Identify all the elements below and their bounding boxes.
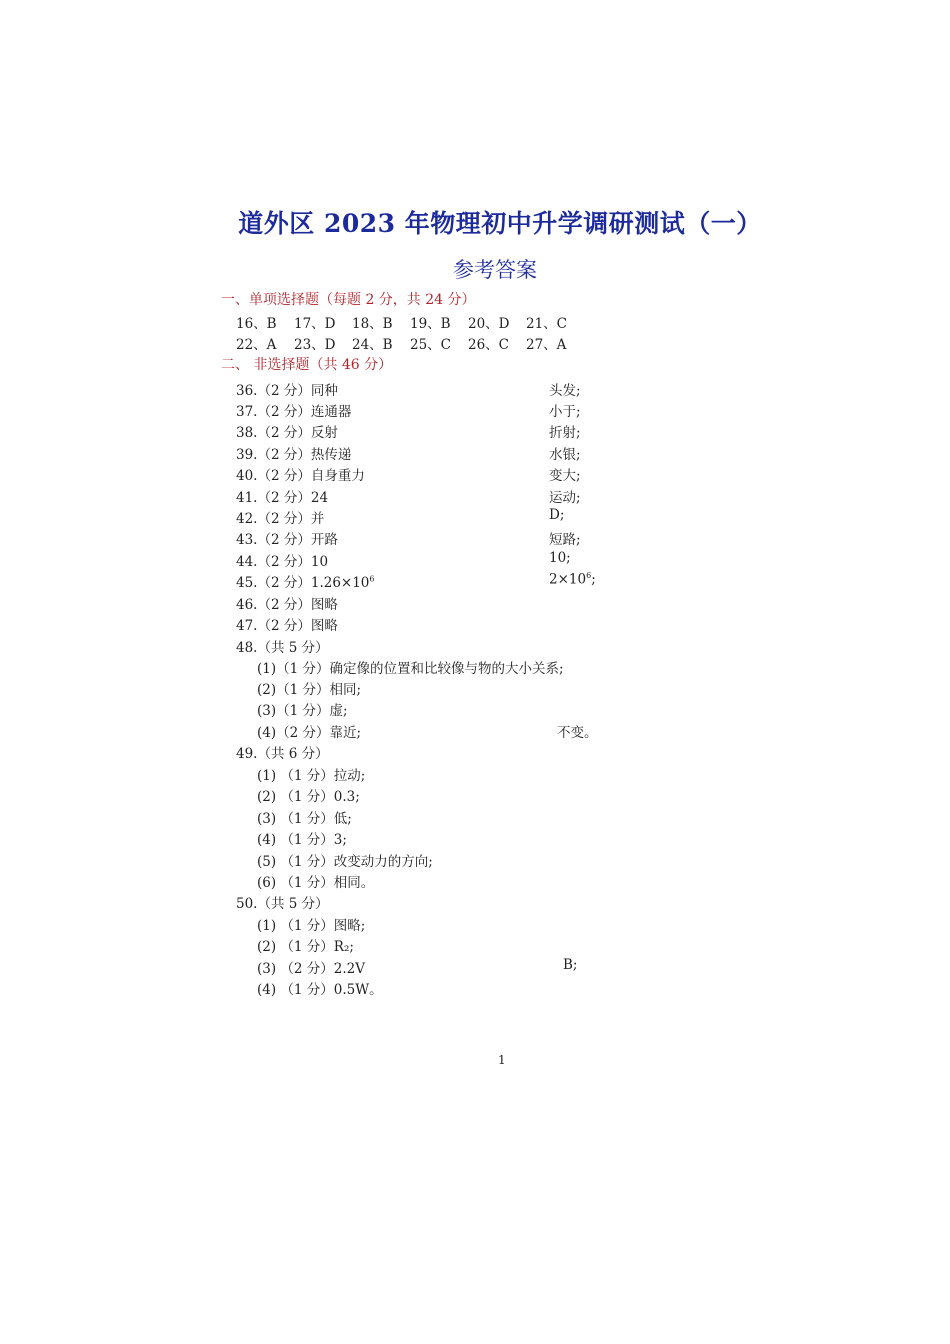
answer-50-2: (2) （1 分）R₂; [257, 939, 354, 955]
answer-40-b: 变大; [549, 468, 581, 484]
answer-43: 43.（2 分）开路 [236, 532, 338, 548]
answer-41: 41.（2 分）24 [236, 490, 329, 506]
page-title: 道外区 2023 年物理初中升学调研测试（一） [238, 209, 762, 238]
answer-48-4: (4)（2 分）靠近; [257, 725, 362, 741]
mc-row-1 [236, 312, 584, 332]
answer-45 [236, 571, 375, 591]
answer-37: 37.（2 分）连通器 [236, 404, 352, 420]
answer-39: 39.（2 分）热传递 [236, 447, 352, 463]
answer-38: 38.（2 分）反射 [236, 425, 338, 441]
mc-answer: 21、C [526, 316, 568, 332]
mc-answer: 22、A [236, 337, 277, 353]
answer-44: 44.（2 分）10 [236, 554, 329, 570]
mc-answer: 26、C [468, 337, 510, 353]
answer-50-3-b: B; [563, 957, 578, 973]
answer-49-3: (3) （1 分）低; [257, 811, 352, 827]
answer-50-1: (1) （1 分）图略; [257, 918, 366, 934]
answer-49-6: (6) （1 分）相同。 [257, 875, 375, 891]
answer-45-b [549, 571, 596, 588]
section-2-heading: 二、 非选择题（共 46 分） [221, 357, 393, 373]
answer-45-exponent: 6 [369, 574, 375, 584]
answer-48-4-b: 不变。 [557, 725, 598, 741]
mc-answer: 24、B [352, 337, 393, 353]
answer-41-b: 运动; [549, 490, 581, 506]
mc-answer: 19、B [410, 316, 451, 332]
mc-answer: 25、C [410, 337, 452, 353]
answer-45-b-exponent: 6 [586, 571, 592, 580]
page-number: 1 [498, 1053, 506, 1067]
answer-47: 47.（2 分）图略 [236, 618, 338, 634]
answer-44-b: 10; [549, 550, 571, 566]
answer-50-4: (4) （1 分）0.5W。 [257, 982, 383, 998]
answer-39-b: 水银; [549, 447, 581, 463]
mc-answer: 17、D [294, 316, 336, 332]
answer-49-5: (5) （1 分）改变动力的方向; [257, 854, 433, 870]
answer-48-1: (1)（1 分）确定像的位置和比较像与物的大小关系; [257, 661, 564, 677]
page-subtitle: 参考答案 [453, 258, 537, 282]
answer-50-3: (3) （2 分）2.2V [257, 961, 366, 977]
answer-49-2: (2) （1 分）0.3; [257, 789, 360, 805]
mc-answer: 27、A [526, 337, 567, 353]
mc-answer: 23、D [294, 337, 336, 353]
answer-36-b: 头发; [549, 383, 581, 399]
mc-row-2 [236, 333, 584, 353]
answer-50-head: 50.（共 5 分） [236, 896, 329, 912]
answer-43-b: 短路; [549, 532, 581, 548]
answer-46: 46.（2 分）图略 [236, 597, 338, 613]
answer-48-head: 48.（共 5 分） [236, 640, 329, 656]
answer-48-2: (2)（1 分）相同; [257, 682, 362, 698]
answer-42-b: D; [549, 507, 565, 523]
answer-45-b-tail: ; [591, 571, 596, 588]
answer-49-head: 49.（共 6 分） [236, 746, 329, 762]
answer-42: 42.（2 分）并 [236, 511, 325, 527]
mc-answer: 18、B [352, 316, 393, 332]
answer-45-b-base: 2×10 [549, 571, 587, 588]
mc-answer: 20、D [468, 316, 510, 332]
section-1-heading: 一、单项选择题（每题 2 分，共 24 分） [221, 292, 476, 308]
answer-49-1: (1) （1 分）拉动; [257, 768, 366, 784]
answer-49-4: (4) （1 分）3; [257, 832, 347, 848]
answer-45-base: 45.（2 分）1.26×10 [236, 575, 370, 591]
answer-40: 40.（2 分）自身重力 [236, 468, 365, 484]
answer-48-3: (3)（1 分）虚; [257, 703, 348, 719]
answer-37-b: 小于; [549, 404, 581, 420]
answer-36: 36.（2 分）同种 [236, 383, 338, 399]
answer-38-b: 折射; [549, 425, 581, 441]
mc-answer: 16、B [236, 316, 277, 332]
